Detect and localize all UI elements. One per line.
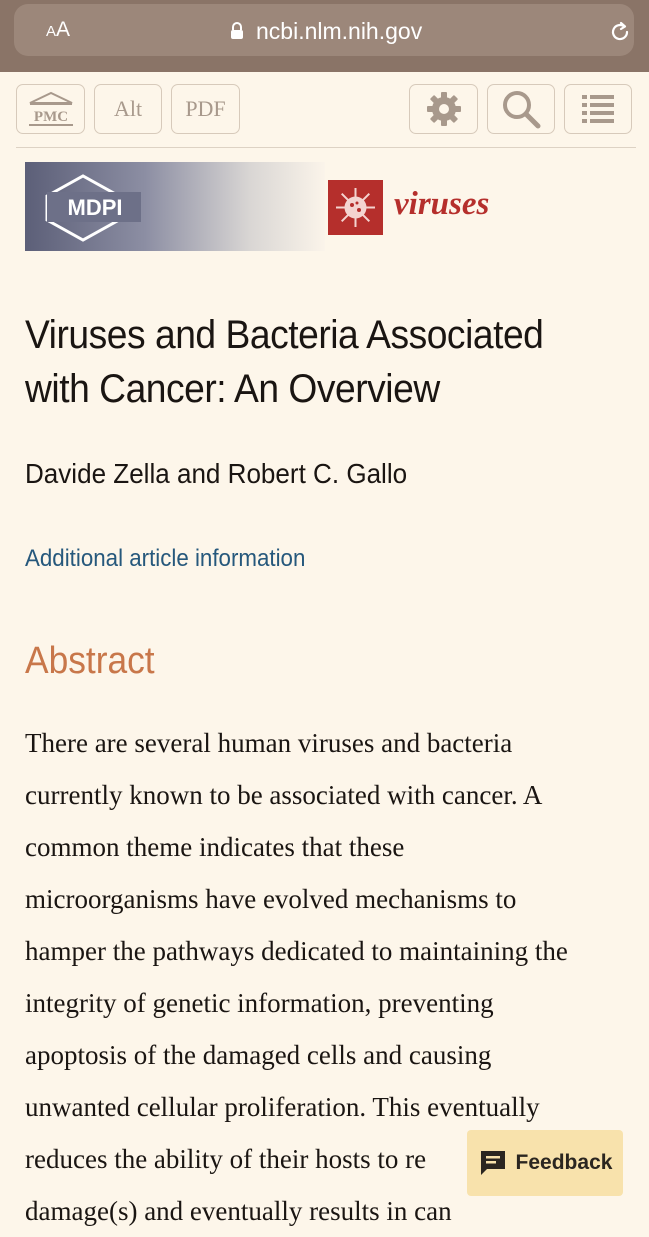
pmc-logo-icon: [22, 89, 80, 129]
abstract-heading: Abstract: [25, 640, 155, 682]
search-icon: [499, 87, 543, 131]
abstract-line: damage(s) and eventually results in can: [25, 1196, 452, 1226]
list-icon: [580, 92, 616, 126]
pdf-button[interactable]: PDF: [171, 84, 240, 134]
mdpi-logo: [25, 162, 145, 251]
pmc-home-button[interactable]: [16, 84, 85, 134]
settings-button[interactable]: [409, 84, 478, 134]
gear-icon: [424, 89, 464, 129]
abstract-line: integrity of genetic information, preventing: [25, 988, 494, 1018]
abstract-line: common theme indicates that these: [25, 832, 405, 862]
pmc-label: PMC: [33, 109, 68, 125]
lock-icon: [230, 22, 244, 40]
article-authors: Davide Zella and Robert C. Gallo: [25, 458, 408, 489]
alt-button[interactable]: Alt: [94, 84, 162, 134]
abstract-line: reduces the ability of their hosts to re: [25, 1144, 427, 1174]
abstract-line: currently known to be associated with cancer. A: [25, 780, 543, 810]
feedback-button[interactable]: [467, 1130, 623, 1196]
menu-button[interactable]: [564, 84, 632, 134]
abstract-line: unwanted cellular proliferation. This eventually: [25, 1092, 540, 1122]
toolbar-divider: [16, 147, 636, 148]
abstract-line: There are several human viruses and bacteria: [25, 728, 513, 758]
text-size-button[interactable]: AA: [46, 18, 71, 41]
reload-icon[interactable]: [608, 20, 632, 44]
feedback-label: Feedback: [515, 1151, 613, 1174]
journal-name[interactable]: viruses: [394, 186, 490, 222]
browser-bar: [0, 0, 649, 72]
abstract-line: apoptosis of the damaged cells and causing: [25, 1040, 492, 1070]
article-title: Viruses and Bacteria Associated with Cancer: An Overview: [25, 313, 544, 411]
search-button[interactable]: [487, 84, 555, 134]
chat-bubble-icon: [478, 1148, 508, 1178]
mdpi-banner[interactable]: [25, 162, 325, 251]
address-bar[interactable]: [14, 4, 634, 56]
additional-info-link[interactable]: Additional article information: [25, 545, 306, 572]
abstract-line: microorganisms have evolved mechanisms to: [25, 884, 517, 914]
publisher-name: MDPI: [67, 195, 123, 220]
url-text[interactable]: ncbi.nlm.nih.gov: [256, 18, 423, 44]
virus-logo-icon: [328, 180, 383, 235]
abstract-line: hamper the pathways dedicated to maintaining the: [25, 936, 568, 966]
